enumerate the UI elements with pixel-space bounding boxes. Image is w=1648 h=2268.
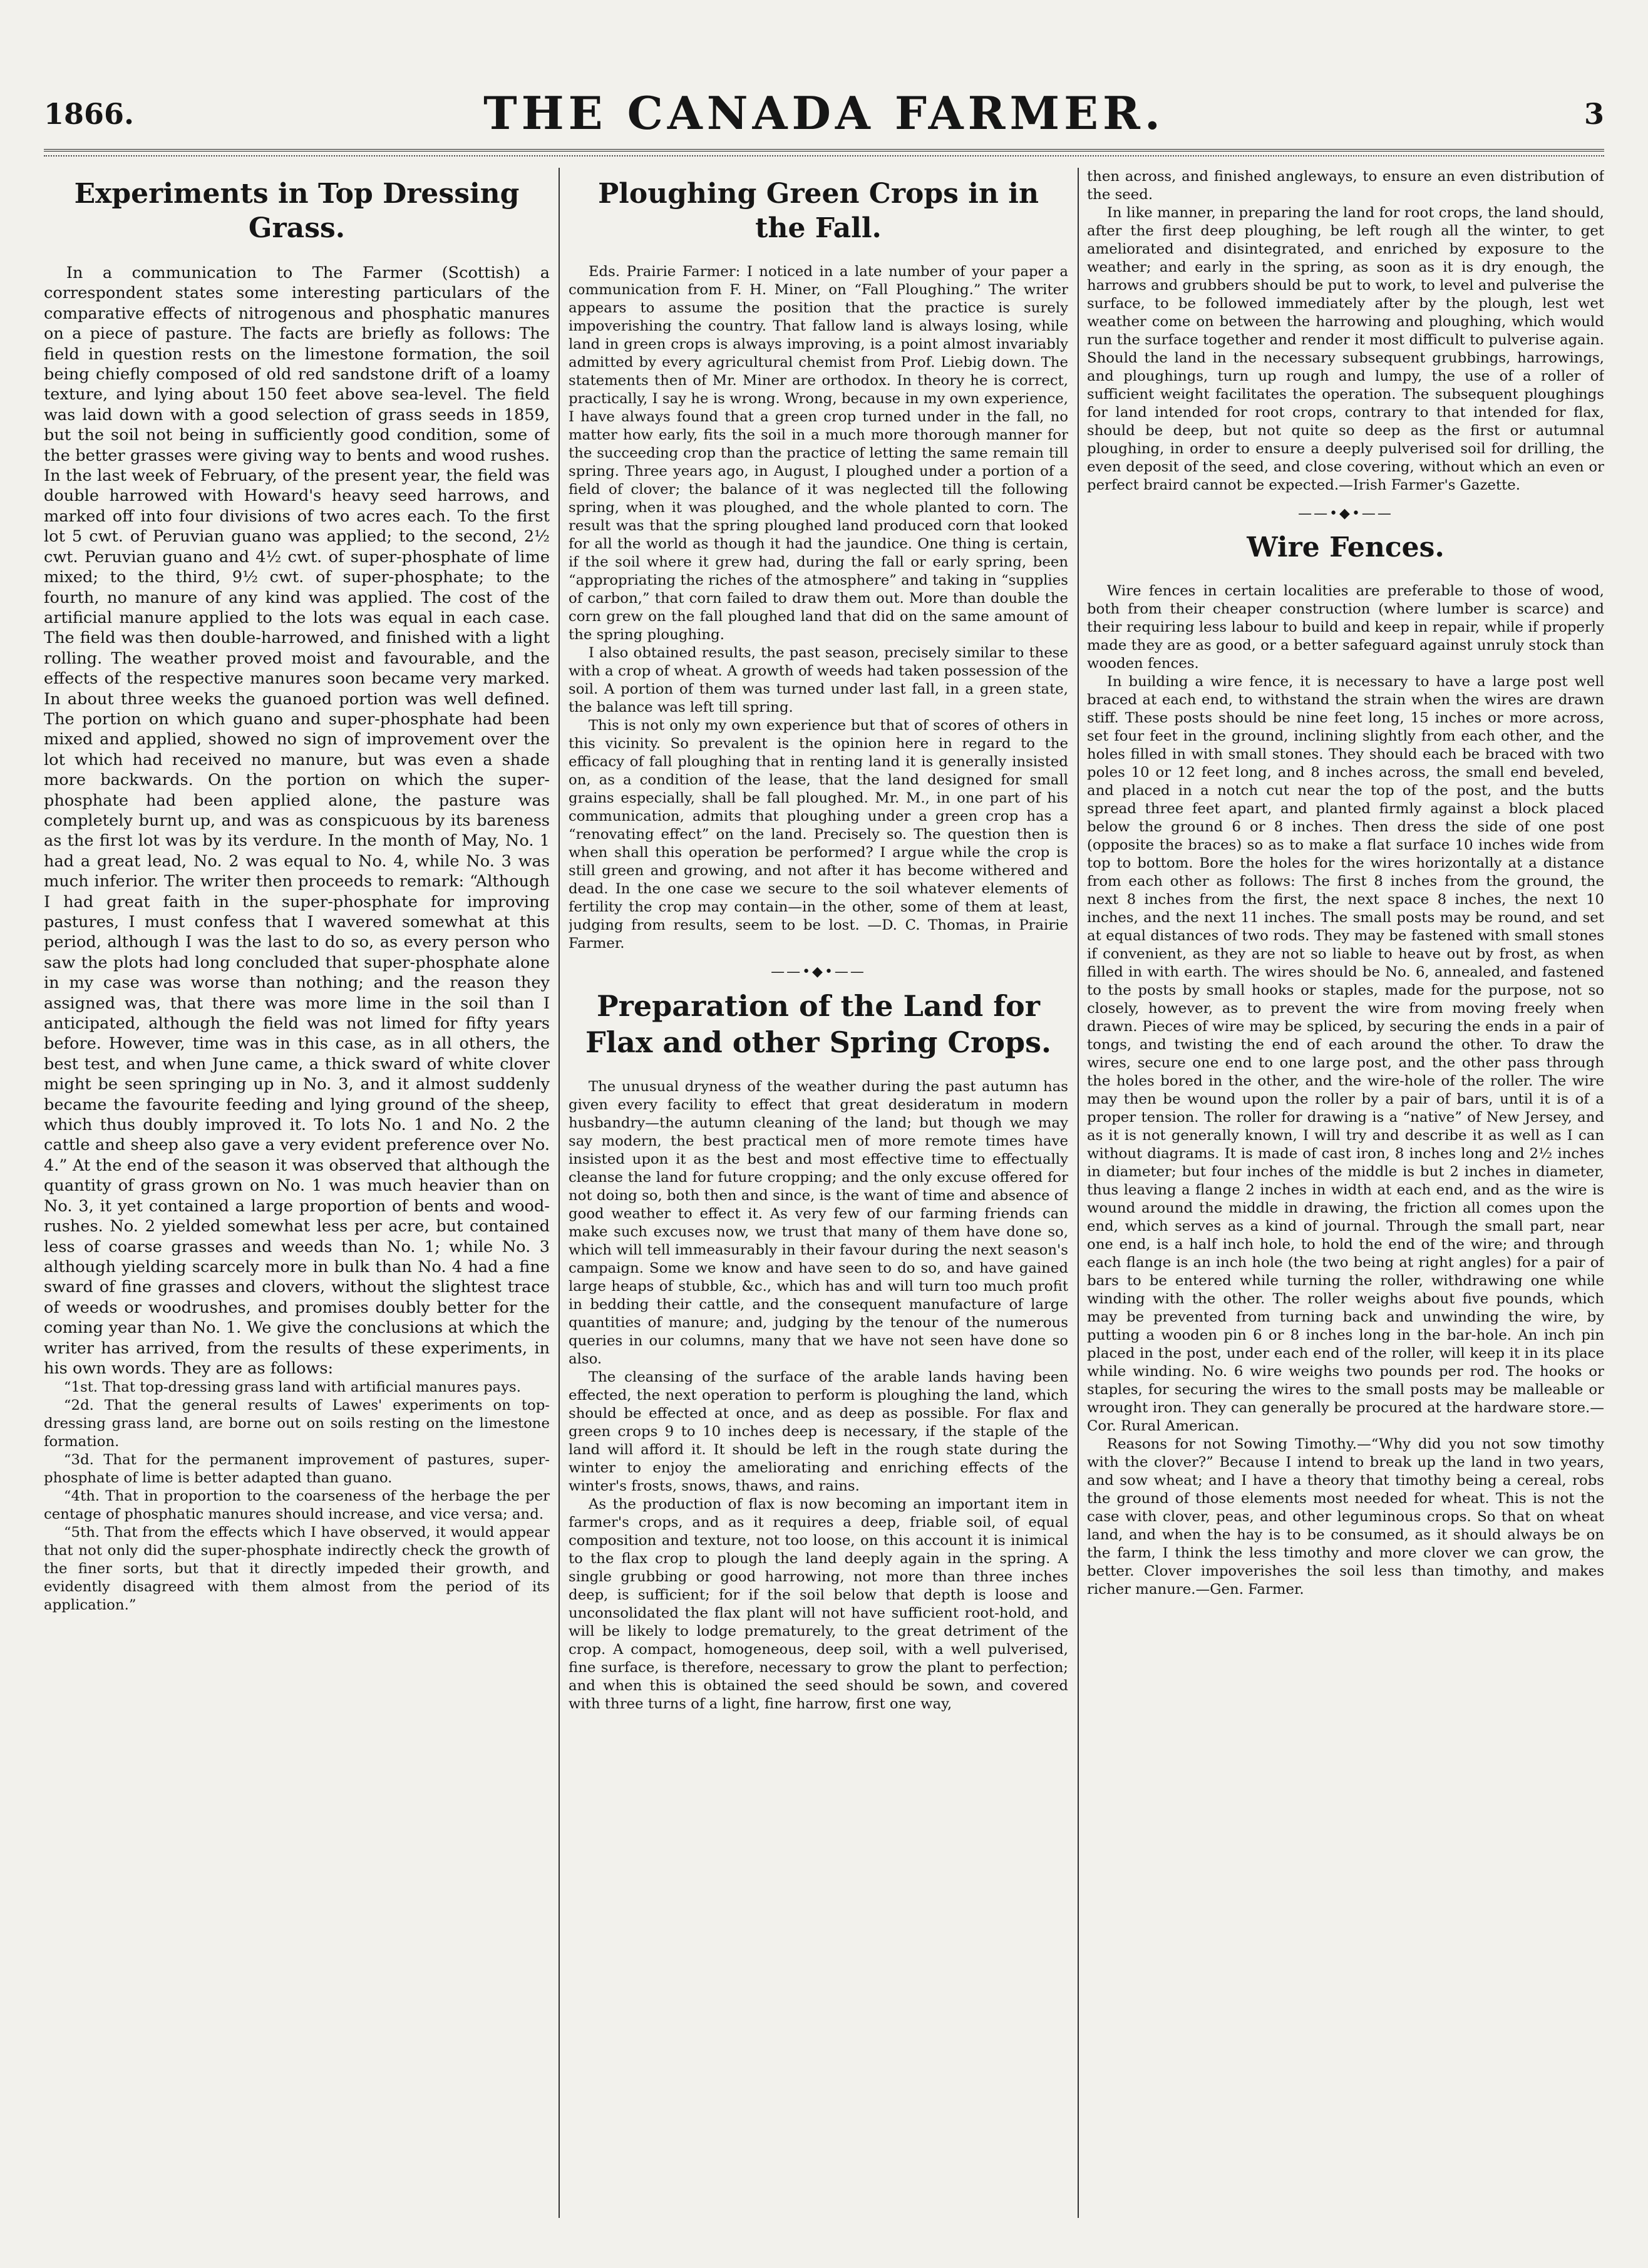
conclusion-item: “3d. That for the permanent improvement of pastures, super-phosphate of lime is better adapted than guano. — [44, 1452, 550, 1487]
article-title: Preparation of the Land for Flax and other Spring Crops. — [585, 989, 1052, 1059]
ornamental-divider: ——•◆•—— — [771, 964, 866, 980]
page-number: 3 — [1584, 97, 1604, 131]
article-paragraph: As the production of flax is now becoming an important item in farmer's crops, and as it requires a deep, friable soil, of equal composition and texture, not too loose, on this account it is inimical to the flax crop to plough the land deeply again in the spring. A single grubbing or good harrowing, not more than three inches deep, is sufficient; for if the soil below that depth is loose and unconsolidated the flax plant will not have sufficient root-hold, and will be likely to lodge prematurely, to the great detriment of the crop. A compact, homogeneous, deep soil, with a well pulverised, fine surface, is therefore, necessary to grow the plant to perfection; and when this is obtained the seed should be sown, and covered with three turns of a light, fine harrow, first one way, — [569, 1496, 1068, 1712]
column-divider — [559, 168, 560, 2218]
article-paragraph: The cleansing of the surface of the arable lands having been effected, the next operation to perform is ploughing the land, which should be effected at once, and as deep as possible. For flax and green crops 9 to 10 inches deep is necessary, if the staple of the land will afford it. It should be left in the rough state during the winter to enjoy the ameliorating and enriching effects of the winter's frosts, snows, thaws, and rains. — [569, 1369, 1068, 1494]
article-title: Experiments in Top Dressing Grass. — [74, 178, 520, 244]
article-paragraph: This is not only my own experience but that of scores of others in this vicinity. So prevalent is the opinion here in regard to the efficacy of fall ploughing that in renting land it is generally insisted on, as a condition of the lease, that the land designed for small grains especially, shall be fall ploughed. Mr. M., in one part of his communication, admits that ploughing under a green crop has a “renovating effect” on the land. Precisely so. The question then is when shall this operation be performed? I argue while the crop is still green and growing, and not after it has become withered and dead. In the one case we secure to the soil whatever elements of fertility the crop may contain—in the other, some of them at least, judging from results, seem to be lost. —D. C. Thomas, in Prairie Farmer. — [569, 717, 1068, 952]
masthead-rule — [44, 149, 1604, 157]
article-paragraph: Eds. Prairie Farmer: I noticed in a late number of your paper a communication from F. H. Miner, on “Fall Ploughing.” The writer appears to assume the position that the practice is surely impoverishing the country. That fallow land is always losing, while land in green crops is always improving, is a point almost invariably admitted by every agricultural chemist from Prof. Liebig down. The statements then of Mr. Miner are orthodox. In theory he is correct, practically, I say he is wrong. Wrong, because in my own experience, I have always found that a green crop turned under in the fall, no matter how early, fits the soil in a much more thorough manner for the succeeding crop than the practice of letting the same remain till spring. Three years ago, in August, I ploughed under a portion of a field of clover; the balance of it was neglected till the following spring, when it was ploughed, and the whole planted to corn. The result was that the spring ploughed land produced corn that looked for all the world as though it had the jaundice. One thing is certain, if the soil where it grew had, during the fall or early spring, been “appropriating the riches of the atmosphere” and taking in “supplies of carbon,” that corn failed to draw them out. More than double the corn grew on the fall ploughed land that did on the same amount of the spring ploughing. — [569, 264, 1068, 643]
masthead — [44, 63, 1604, 157]
conclusion-item: “4th. That in proportion to the coarseness of the herbage the per centage of phosphatic manures should increase, and vice versa; and. — [44, 1488, 550, 1523]
article-paragraph: Wire fences in certain localities are preferable to those of wood, both from their cheaper construction (where lumber is scarce) and their requiring less labour to build and keep in repair, while if properly made they are as good, or a better safeguard against unruly stock than wooden fences. — [1087, 583, 1604, 672]
article-paragraph: In building a wire fence, it is necessary to have a large post well braced at each end, to withstand the strain when the wires are drawn stiff. These posts should be nine feet long, 15 inches or more across, set four feet in the ground, inclining slightly from each other, and the holes filled in with small stones. They should each be braced with two poles 10 or 12 feet long, and 8 inches across, the small end beveled, and placed in a notch cut near the top of the post, and the butts spread three feet apart, and planted firmly against a block placed below the ground 6 or 8 inches. Then dress the side of one post (opposite the braces) so as to make a flat surface 10 inches wide from top to bottom. Bore the holes for the wires horizontally at a distance from each other as follows: The first 8 inches from the ground, the next 8 inches from the first, the next space 8 inches, the next 10 inches, and the next 11 inches. The small posts may be round, and set at equal distances of two rods. They may be fastened with small stones if convenient, as they are not so liable to heave out by frost, as when filled in with earth. The wires should be No. 6, annealed, and fastened to the posts by small hooks or staples, made for the purpose, not so closely, however, as to prevent the wire from moving freely when drawn. Pieces of wire may be spliced, by securing the ends in a pair of tongs, and twisting the end of each around the other. To draw the wires, secure one end to one large post, and the other pass through the holes bored in the other, and the wire-hole of the roller. The wire may then be wound upon the roller by a pair of bars, until it is of a proper tension. The roller for drawing is a “native” of New Jersey, and as it is not generally known, I will try and describe it as well as I can without diagrams. It is made of cast iron, 8 inches long and 2½ inches in diameter; but four inches of the middle is but 2 inches in diameter, thus leaving a flange 2 inches in width at each end, and as the wire is wound around the middle in drawing, the friction all comes upon the end, which serves as a kind of journal. Through the small part, near one end, is a half inch hole, to hold the end of the wire; and through each flange is an inch hole (the two being at right angles) for a pair of bars to be entered while turning the roller, withdrawing one while winding with the other. The roller weighs about five pounds, which may be prevented from turning back and unwinding the wire, by putting a wooden pin 6 or 8 inches long in the bar-hole. An inch pin placed in the post, under each end of the roller, will keep it in its place while winding. No. 6 wire weighs two pounds per rod. The hooks or staples, for securing the wires to the small posts may be malleable or wrought iron. They can generally be procured at the hardware store.—Cor. Rural American. — [1087, 674, 1604, 1434]
column-3 — [1087, 168, 1604, 2218]
issue-year: 1866. — [44, 97, 135, 131]
ornamental-divider: ——•◆•—— — [1298, 506, 1393, 521]
article-paragraph: In like manner, in preparing the land for root crops, the land should, after the first deep ploughing, be left rough all the winter, to get ameliorated and disintegrated, and enriched by exposure to the weather; and early in the spring, as soon as it is dry enough, the harrows and grubbers should be put to work, to level and pulverise the surface, to be followed immediately after by the plough, lest wet weather come on between the harrowing and ploughing, which would run the surface together and render it most difficult to pulverise again. Should the land in the necessary subsequent grubbings, harrowings, and ploughings, turn up rough and lumpy, the use of a roller of sufficient weight facilitates the operation. The subsequent ploughings for land intended for root crops, contrary to that intended for flax, should be deep, but not quite so deep as the first or autumnal ploughing, in order to ensure a deeply pulverised soil for drilling, the even deposit of the seed, and close covering, without which an even or perfect braird cannot be expected.—Irish Farmer's Gazette. — [1087, 205, 1604, 493]
article-paragraph: Reasons for not Sowing Timothy.—“Why did you not sow timothy with the clover?” Because I intend to break up the land in two years, and sow wheat; and I have a theory that timothy being a cereal, robs the ground of those elements most needed for wheat. This is not the case with clover, peas, and other leguminous crops. So that on wheat land, and when the hay is to be consumed, as it should always be on the farm, I think the less timothy and more clover we can grow, the better. Clover impoverishes the soil less than timothy, and makes richer manure.—Gen. Farmer. — [1087, 1436, 1604, 1598]
columns — [44, 168, 1604, 2218]
conclusion-item: “2d. That the general results of Lawes' experiments on top-dressing grass land, are borne out on soils resting on the limestone formation. — [44, 1397, 550, 1450]
article-continuation: then across, and finished angleways, to ensure an even distribution of the seed. — [1087, 168, 1604, 203]
article-paragraph: In a communication to The Farmer (Scottish) a correspondent states some interesting particulars of the comparative effects of nitrogenous and phosphatic manures on a piece of pasture. The facts are briefly as follows: The field in question rests on the limestone formation, the soil being chiefly composed of old red sandstone drift of a loamy texture, and lying about 150 feet above sea-level. The field was laid down with a good selection of grass seeds in 1859, but the soil not being in sufficiently good condition, some of the better grasses were giving way to bents and wood rushes. In the last week of February, of the present year, the field was double harrowed with Howard's heavy seed harrows, and marked off into four divisions of two acres each. To the first lot 5 cwt. of Peruvian guano was applied; to the second, 2½ cwt. Peruvian guano and 4½ cwt. of super-phosphate of lime mixed; to the third, 9½ cwt. of super-phosphate; to the fourth, no manure of any kind was applied. The cost of the artificial manure applied to the lots was equal in each case. The field was then double-harrowed, and finished with a light rolling. The weather proved moist and favourable, and the effects of the respective manures soon became very marked. In about three weeks the guanoed portion was well defined. The portion on which guano and super-phosphate had been mixed and applied, showed no sign of improvement over the lot which had received no manure, but was even a shade more backwards. On the portion on which the super-phosphate had been applied alone, the pasture was completely burnt up, and was as conspicuous by its bareness as the first lot was by its verdure. In the month of May, No. 1 had a great lead, No. 2 was equal to No. 4, while No. 3 was much inferior. The writer then proceeds to remark: “Although I had great faith in the super-phosphate for improving pastures, I must confess that I wavered somewhat at this period, although I was the last to do so, as every person who saw the plots had long concluded that super-phosphate alone in my case was worse than nothing; and the reason they assigned was, that there was more lime in the soil than I anticipated, although the field was not limed for fifty years before. However, time was in this case, as in all others, the best test, and when June came, a thick sward of white clover might be seen springing up in No. 3, and it almost suddenly became the favourite feeding and lying ground of the sheep, which thus doubly improved it. To lots No. 1 and No. 2 the cattle and sheep also gave a very evident preference over No. 4.” At the end of the season it was observed that although the quantity of grass grown on No. 1 was much heavier than on No. 3, it yet contained a large proportion of bents and wood-rushes. No. 2 yielded somewhat less per acre, but contained less of coarse grasses and weeds than No. 1; while No. 3 although yielding scarcely more in bulk than No. 4 had a fine sward of fine grasses and clovers, without the slightest trace of weeds or woodrushes, and promises doubly better for the coming year than No. 1. We give the conclusions at which the writer has arrived, from the results of these experiments, in his own words. They are as follows: — [44, 264, 550, 1378]
article-paragraph: I also obtained results, the past season, precisely similar to these with a crop of wheat. A growth of weeds had taken possession of the soil. A portion of them was turned under last fall, in a green state, the balance was left till spring. — [569, 645, 1068, 716]
column-2 — [569, 168, 1068, 2218]
conclusion-item: “1st. That top-dressing grass land with artificial manures pays. — [63, 1379, 521, 1396]
column-1 — [44, 168, 550, 2218]
column-divider — [1078, 168, 1079, 2218]
article-title: Wire Fences. — [1247, 531, 1445, 563]
conclusion-item: “5th. That from the effects which I have observed, it would appear that not only did the super-phosphate indirectly check the growth of the finer sorts, but that it directly impeded their growth, and evidently disagreed with them almost from the period of its application.” — [44, 1524, 550, 1614]
article-title: Ploughing Green Crops in in the Fall. — [598, 178, 1039, 244]
newspaper-title: THE CANADA FARMER. — [483, 86, 1165, 140]
article-paragraph: The unusual dryness of the weather during the past autumn has given every facility to effect that great desideratum in modern husbandry—the autumn cleaning of the land; but though we may say modern, the best practical men of more remote times have insisted upon it as the best and most effective time to effectually cleanse the land for future cropping; and the only excuse offered for not doing so, both then and since, is the want of time and absence of good weather to effect it. As very few of our farming friends can make such excuses now, we trust that many of them have done so, which will tell immeasurably in their favour during the next season's campaign. Some we know and have seen to do so, and have gained large heaps of stubble, &c., which has and will turn too much profit in bedding their cattle, and the consequent manufacture of large quantities of manure; and, judging by the tenour of the numerous queries in our columns, many that we have not seen have done so also. — [569, 1079, 1068, 1367]
